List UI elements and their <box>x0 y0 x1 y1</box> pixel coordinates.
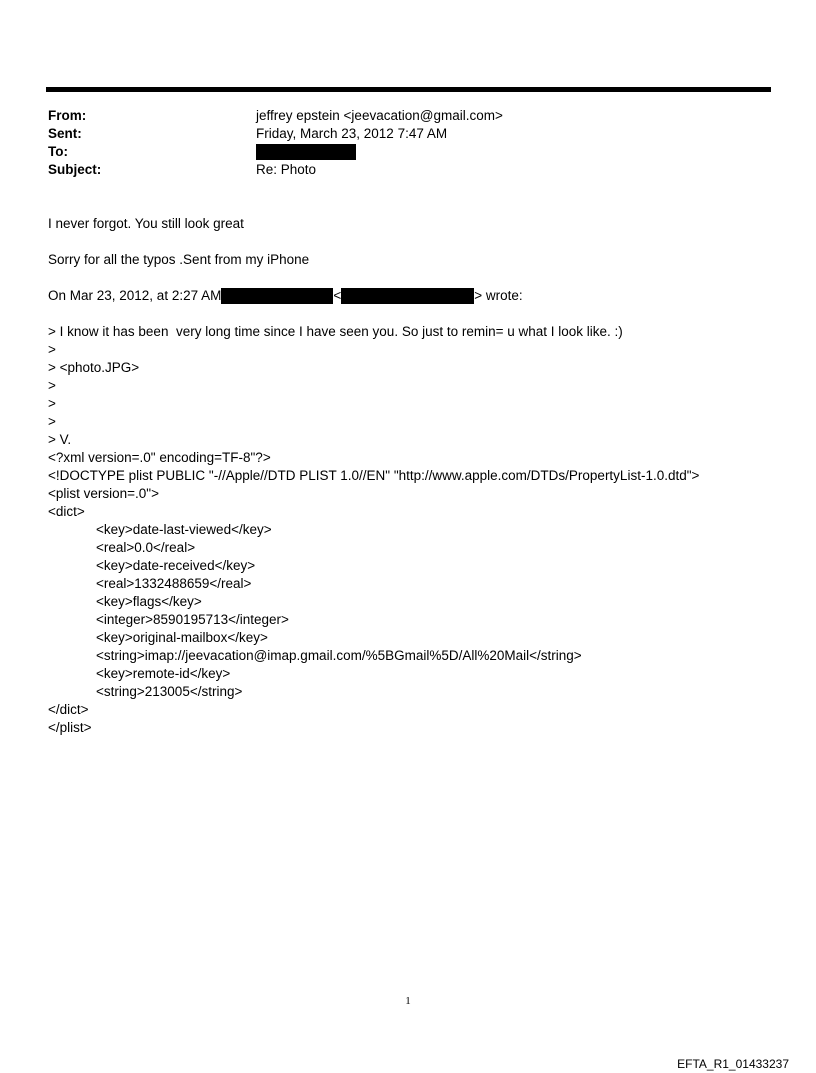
xml-line: <?xml version=.0" encoding=TF-8"?> <box>48 450 271 465</box>
dict-line: <key>date-last-viewed</key> <box>96 522 272 537</box>
sender-email-redaction <box>341 288 474 304</box>
sender-name-redaction <box>221 288 333 304</box>
dict-line: <string>213005</string> <box>96 684 243 699</box>
attribution-wrote: > wrote: <box>474 288 523 303</box>
quoted-line: > <photo.JPG> <box>48 360 140 375</box>
page-number: 1 <box>405 995 411 1007</box>
sent-label: Sent: <box>48 126 82 141</box>
to-row <box>48 143 748 161</box>
subject-row <box>48 161 748 179</box>
dict-line: <key>original-mailbox</key> <box>96 630 268 645</box>
to-redaction <box>256 144 356 160</box>
quoted-line: > <box>48 342 56 357</box>
dict-line: <string>imap://jeevacation@imap.gmail.com/%5BGmail%5D/All%20Mail</string> <box>96 648 582 663</box>
quoted-line: > V. <box>48 432 72 447</box>
dict-line: <integer>8590195713</integer> <box>96 612 289 627</box>
header-rule <box>46 87 771 92</box>
document-id: EFTA_R1_01433237 <box>677 1057 789 1071</box>
xml-line: <!DOCTYPE plist PUBLIC "-//Apple//DTD PLIST 1.0//EN" "http://www.apple.com/DTDs/PropertyList-1.0.dtd"> <box>48 468 700 483</box>
xml-line: <plist version=.0"> <box>48 486 159 501</box>
sent-row <box>48 125 748 143</box>
attribution-prefix: On Mar 23, 2012, at 2:27 AM <box>48 288 222 303</box>
quoted-line: > I know it has been very long time since I have seen you. So just to remin= u what I look like. :) <box>48 324 623 339</box>
from-label: From: <box>48 108 87 123</box>
dict-line: <key>date-received</key> <box>96 558 256 573</box>
quoted-line: > <box>48 396 56 411</box>
quoted-line: > <box>48 378 56 393</box>
quote-attribution <box>48 287 788 305</box>
xml-closing-line: </dict> <box>48 702 89 717</box>
body-line: I never forgot. You still look great <box>48 216 244 231</box>
xml-closing-line: </plist> <box>48 720 92 735</box>
dict-line: <key>flags</key> <box>96 594 202 609</box>
dict-line: <real>1332488659</real> <box>96 576 252 591</box>
dict-line: <key>remote-id</key> <box>96 666 231 681</box>
subject-value: Re: Photo <box>256 162 317 177</box>
email-header <box>48 107 748 179</box>
quoted-line: > <box>48 414 56 429</box>
from-value: jeffrey epstein <jeevacation@gmail.com> <box>256 108 503 123</box>
attribution-lt: < <box>333 288 342 303</box>
xml-line: <dict> <box>48 504 85 519</box>
sent-value: Friday, March 23, 2012 7:47 AM <box>256 126 448 141</box>
from-row <box>48 107 748 125</box>
dict-line: <real>0.0</real> <box>96 540 196 555</box>
email-body <box>48 215 788 737</box>
to-label: To: <box>48 144 68 159</box>
subject-label: Subject: <box>48 162 102 177</box>
body-line: Sorry for all the typos .Sent from my iPhone <box>48 252 310 267</box>
